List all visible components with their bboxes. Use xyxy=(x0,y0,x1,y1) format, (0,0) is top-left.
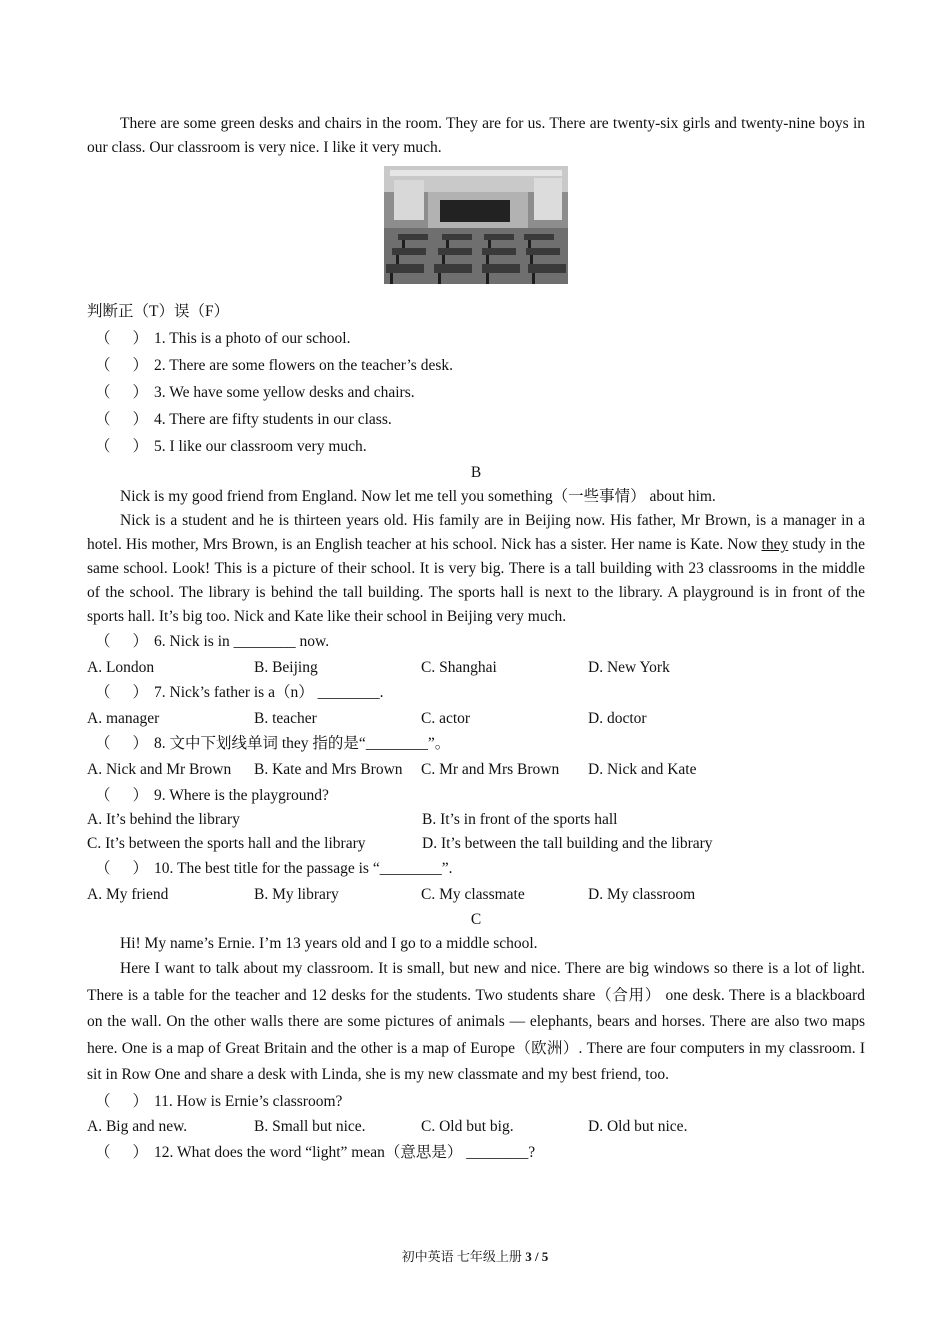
passage-a-paragraph: There are some green desks and chairs in the room. They are for us. There are twenty-six girls and twenty-nine boys in our class. Our classroom is very nice. I like it very much. xyxy=(87,115,865,156)
option: B. It’s in front of the sports hall xyxy=(422,811,618,829)
question-8-options xyxy=(87,757,865,783)
option: A. My friend xyxy=(87,885,169,903)
question-8: （ ） 8. 文中下划线单词 they 指的是“________”。 xyxy=(95,735,451,753)
option: C. Mr and Mrs Brown xyxy=(421,760,560,778)
classroom-photo xyxy=(384,166,568,284)
section-c-heading: C xyxy=(470,911,482,929)
page-footer xyxy=(0,1246,950,1265)
option: B. Beijing xyxy=(254,658,318,676)
question-7: （ ） 7. Nick’s father is a（n） ________. xyxy=(95,684,384,702)
option: C. actor xyxy=(421,709,471,727)
tf-item: （ ） 3. We have some yellow desks and chairs. xyxy=(95,384,415,401)
option: D. doctor xyxy=(588,709,647,727)
section-b-heading: B xyxy=(470,464,482,481)
question-11-options xyxy=(87,1114,865,1140)
question-10-options xyxy=(87,882,865,908)
passage-c-paragraph-1: Hi! My name’s Ernie. I’m 13 years old and I go to a middle school. xyxy=(120,935,538,953)
tf-item: （ ） 1. This is a photo of our school. xyxy=(95,330,351,347)
question-9-options-row-1 xyxy=(87,808,865,832)
tf-heading: 判断正（T）误（F） xyxy=(87,303,230,320)
tf-item: （ ） 5. I like our classroom very much. xyxy=(95,438,367,455)
passage-c-paragraph-2: Here I want to talk about my classroom. It is small, but new and nice. There are big windows so there is a lot of light. There is a table for the teacher and 12 desks for the students. Two students share（合用） one desk. There is a blackboard on the wall. On the other walls there are some pictures of animals — elephants, bears and horses. There are also two maps here. One is a map of Great Britain and the other is a map of Europe（欧洲）. There are four computers in my classroom. I sit in Row One and share a desk with Linda, she is my new classmate and my best friend, too. xyxy=(87,960,865,1084)
tf-item: （ ） 4. There are fifty students in our class. xyxy=(95,411,392,428)
passage-b-paragraph-2: Nick is a student and he is thirteen years old. His family are in Beijing now. His father, Mr Brown, is a manager in a hotel. His mother, Mrs Brown, is an English teacher at his school. Nick has a sister. Her name is Kate. Now they study in the same school. Look! This is a picture of their school. It is very big. There is a tall building with 23 classrooms in the middle of the school. The library is behind the tall building. The sports hall is next to the library. A playground is in front of the sports hall. It’s big too. Nick and Kate like their school in Beijing very much. xyxy=(87,512,865,625)
option: A. manager xyxy=(87,709,160,727)
passage-b-paragraph-1: Nick is my good friend from England. Now let me tell you something（一些事情） about him. xyxy=(120,488,716,505)
underlined-word: they xyxy=(761,536,789,553)
option: D. My classroom xyxy=(588,885,696,903)
page-number: 3 / 5 xyxy=(525,1249,549,1264)
option: D. New York xyxy=(588,658,670,676)
option: A. Nick and Mr Brown xyxy=(87,760,232,778)
question-9-options-row-2 xyxy=(87,832,865,856)
option: B. teacher xyxy=(254,709,317,727)
question-12: （ ） 12. What does the word “light” mean（意思是） ________? xyxy=(95,1144,536,1162)
worksheet-page xyxy=(87,112,865,1166)
question-11: （ ） 11. How is Ernie’s classroom? xyxy=(95,1092,343,1110)
option: D. Old but nice. xyxy=(588,1118,688,1136)
option: B. Small but nice. xyxy=(254,1118,366,1136)
option: D. Nick and Kate xyxy=(588,760,697,778)
option: B. Kate and Mrs Brown xyxy=(254,760,403,778)
option: B. My library xyxy=(254,885,339,903)
option: A. It’s behind the library xyxy=(87,811,240,829)
option: C. My classmate xyxy=(421,885,525,903)
option: C. Old but big. xyxy=(421,1118,514,1136)
option: D. It’s between the tall building and the library xyxy=(422,835,713,853)
question-9: （ ） 9. Where is the playground? xyxy=(95,786,329,804)
question-7-options xyxy=(87,706,865,732)
option: A. Big and new. xyxy=(87,1118,188,1136)
tf-item: （ ） 2. There are some flowers on the teacher’s desk. xyxy=(95,357,453,374)
question-6: （ ） 6. Nick is in ________ now. xyxy=(95,633,330,650)
footer-subject: 初中英语 七年级上册 xyxy=(401,1249,526,1264)
option: C. Shanghai xyxy=(421,658,497,676)
option: C. It’s between the sports hall and the library xyxy=(87,835,366,853)
question-10: （ ） 10. The best title for the passage is “________”. xyxy=(95,860,453,878)
option: A. London xyxy=(87,658,155,676)
question-6-options xyxy=(87,655,865,681)
